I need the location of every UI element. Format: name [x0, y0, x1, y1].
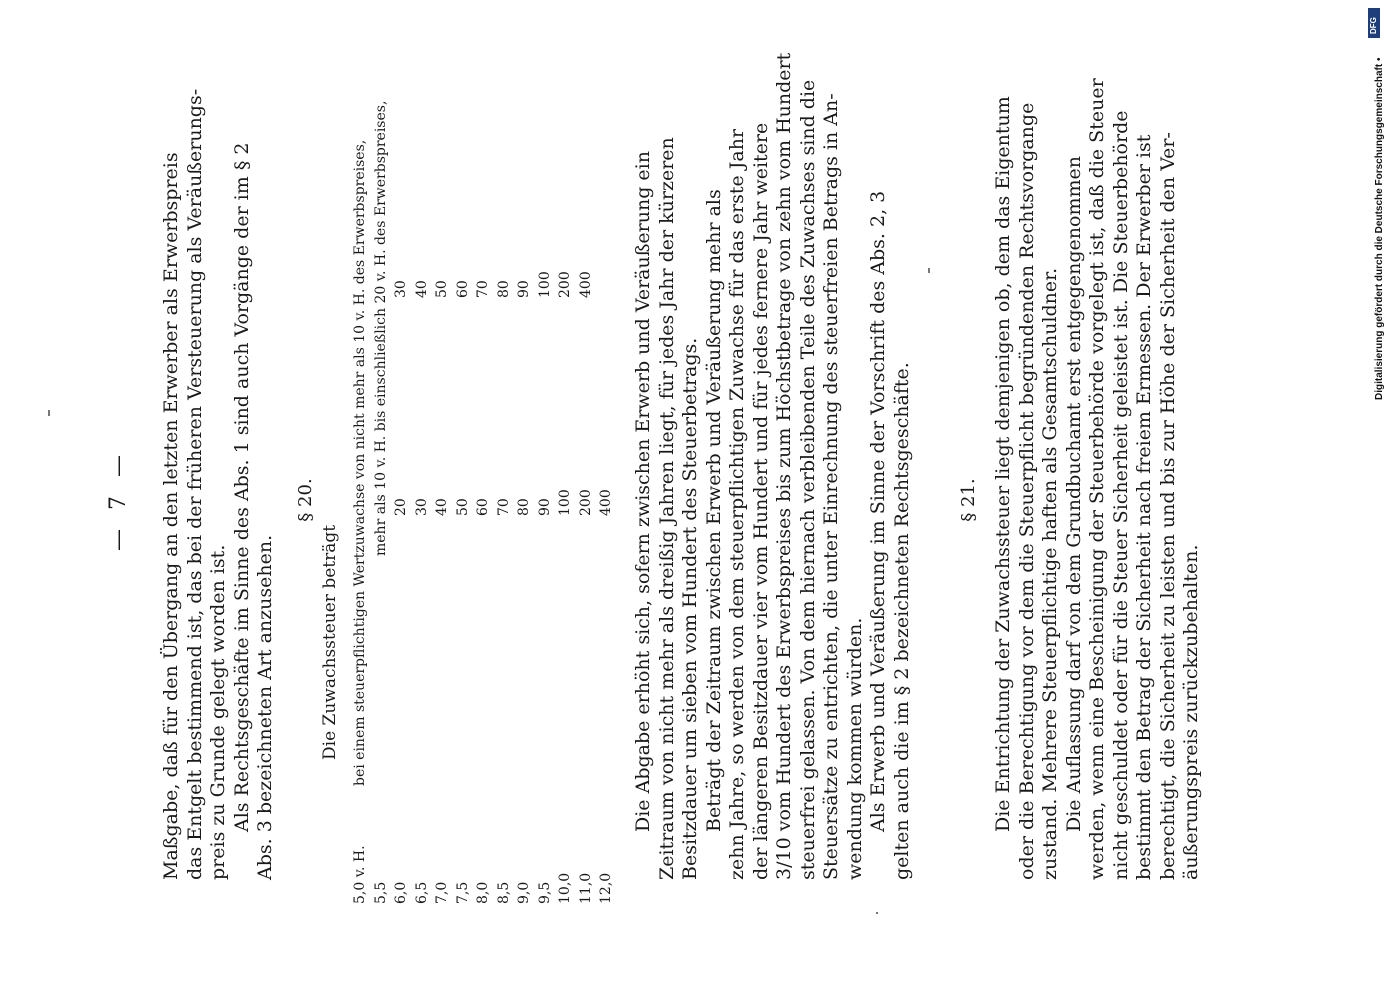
text-line: wendung kommen würden. [843, 617, 866, 880]
low-bound-cell: 400 [598, 489, 614, 516]
text-line: werden, wenn eine Bescheinigung der Steuerbehörde vorgelegt ist, daß die Steuer [1086, 78, 1108, 880]
text-line: preis zu Grunde gelegt worden ist. [207, 544, 229, 880]
text-line: Abs. 3 bezeichneten Art anzusehen. [254, 534, 276, 880]
page-number-header: — 7 — [106, 449, 131, 551]
text-line: Als Rechtsgeschäfte im Sinne des Abs. 1 sind auch Vorgänge der im § 2 [230, 142, 253, 832]
rate-cell: 10,0 [557, 872, 573, 904]
high-bound-cell: 400 [577, 271, 594, 298]
rate-cell: 6,0 [393, 881, 409, 904]
table-row [371, 24, 392, 904]
low-bound-cell: 60 [475, 498, 491, 516]
high-bound-cell: 200 [557, 271, 573, 298]
rate-cell: 5,5 [372, 881, 389, 904]
scan-speck [48, 410, 50, 416]
scan-speck [928, 268, 930, 273]
table-row [576, 24, 597, 904]
section-21-text [992, 78, 1204, 880]
table-header-text: mehr als 10 v. H. bis einschließlich 20 v. H. des Erwerbspreises, [372, 100, 389, 556]
table-row [453, 24, 474, 904]
text-line: Steuersätze zu entrichten, die unter Einrechnung des steuerfreien Betrags in An- [820, 93, 842, 880]
high-bound-cell: 40 [413, 280, 430, 298]
text-line: Die Auflassung darf von dem Grundbuchamt erst entgegengenommen [1062, 156, 1085, 832]
text-line: Die Abgabe erhöht sich, sofern zwischen Erwerb und Veräußerung ein [632, 151, 654, 832]
high-bound-cell: 60 [454, 280, 471, 298]
low-bound-cell: 50 [454, 498, 471, 516]
rate-cell: 7,5 [454, 881, 471, 904]
rate-cell: 11,0 [577, 872, 594, 904]
text-line: Besitzdauer um sieben vom Hundert des Steuerbetrags. [679, 337, 701, 880]
high-bound-cell: 30 [393, 280, 409, 298]
text-line: Maßgabe, daß für den Übergang an den letzten Erwerber als Erwerbspreis [160, 152, 182, 880]
text-line: berechtigt, die Sicherheit zu leisten und bis zur Höhe der Sicherheit den Ver- [1156, 132, 1179, 880]
text-line: nicht geschuldet oder für die Steuer Sicherheit geleistet ist. Die Steuerbehörde [1109, 110, 1132, 880]
low-bound-cell: 20 [393, 498, 409, 516]
scan-speck [876, 912, 878, 914]
credit-text: Digitalisierung gefördert durch die Deutsche Forschungsgemeinschaft • [1374, 57, 1385, 400]
section-20-text [632, 52, 914, 880]
low-bound-cell: 70 [495, 498, 512, 516]
rate-cell: 9,5 [536, 881, 553, 904]
table-row [473, 24, 494, 904]
text-line: Als Erwerb und Veräußerung im Sinne der Vorschrift des Abs. 2, 3 [867, 190, 889, 832]
dfg-logo-text: DFG [1369, 17, 1378, 34]
text-line: das Entgelt bestimmend ist, das bei der früheren Versteuerung als Veräußerungs- [183, 88, 206, 880]
table-row [535, 24, 556, 904]
intro-paragraph [160, 88, 278, 880]
low-bound-cell: 30 [413, 498, 430, 516]
rate-cell: 5,0 v. H. [352, 845, 368, 904]
rate-cell: 8,5 [495, 881, 512, 904]
rate-cell: 7,0 [434, 881, 450, 904]
text-line: zehn Jahre, so werden von dem steuerpflichtigen Zuwachse für das erste Jahr [726, 128, 748, 880]
table-row [555, 24, 576, 904]
high-bound-cell: 90 [516, 280, 532, 298]
text-line: steuerfrei gelassen. Von dem hiernach verbleibenden Teile des Zuwachses sind die [796, 79, 819, 880]
text-line: zustand. Mehrere Steuerpflichtige haften als Gesamtschuldner. [1039, 267, 1061, 880]
low-bound-cell: 80 [516, 498, 532, 516]
rate-cell: 6,5 [413, 881, 430, 904]
high-bound-cell: 80 [495, 280, 512, 298]
table-row [432, 24, 453, 904]
rate-table [350, 24, 617, 904]
table-intro: Die Zuwachssteuer beträgt [320, 524, 340, 760]
high-bound-cell: 70 [475, 280, 491, 298]
table-row [391, 24, 412, 904]
text-line: bestimmt den Betrag der Sicherheit nach freiem Ermessen. Der Erwerber ist [1133, 134, 1155, 880]
table-row [514, 24, 535, 904]
low-bound-cell: 200 [577, 489, 594, 516]
rate-cell: 9,0 [516, 881, 532, 904]
text-line: Zeitraum von nicht mehr als dreißig Jahren liegt, für jedes Jahr der kürzeren [655, 137, 678, 880]
low-bound-cell: 40 [434, 498, 450, 516]
section-21-title: § 21. [958, 478, 979, 522]
table-row [350, 24, 371, 904]
text-line: äußerungspreis zurückzubehalten. [1180, 544, 1202, 880]
high-bound-cell: 50 [434, 280, 450, 298]
table-row [412, 24, 433, 904]
text-line: Beträgt der Zeitraum zwischen Erwerb und Veräußerung mehr als [702, 189, 725, 832]
table-header-text: bei einem steuerpflichtigen Wertzuwachse von nicht mehr als 10 v. H. des Erwerbspreises, [352, 139, 368, 786]
text-line: gelten auch die im § 2 bezeichneten Rechtsgeschäfte. [890, 362, 913, 880]
high-bound-cell: 100 [536, 271, 553, 298]
text-line: 3/10 vom Hundert des Erwerbspreises bis zum Höchstbetrage von zehn vom Hundert [773, 52, 795, 880]
text-line: oder die Berechtigung vor dem die Steuerpflicht begründenden Rechtsvorgange [1015, 102, 1038, 880]
credit-strip [1374, 8, 1388, 400]
low-bound-cell: 90 [536, 498, 553, 516]
low-bound-cell: 100 [557, 489, 573, 516]
text-line: der längeren Besitzdauer vier vom Hundert und für jedes fernere Jahr weitere [749, 122, 772, 880]
section-20-title: § 20. [295, 478, 316, 522]
text-line: Die Entrichtung der Zuwachssteuer liegt demjenigen ob, dem das Eigentum [992, 96, 1014, 832]
table-row [494, 24, 515, 904]
rate-cell: 12,0 [598, 872, 614, 904]
rate-cell: 8,0 [475, 881, 491, 904]
table-row [596, 24, 617, 904]
